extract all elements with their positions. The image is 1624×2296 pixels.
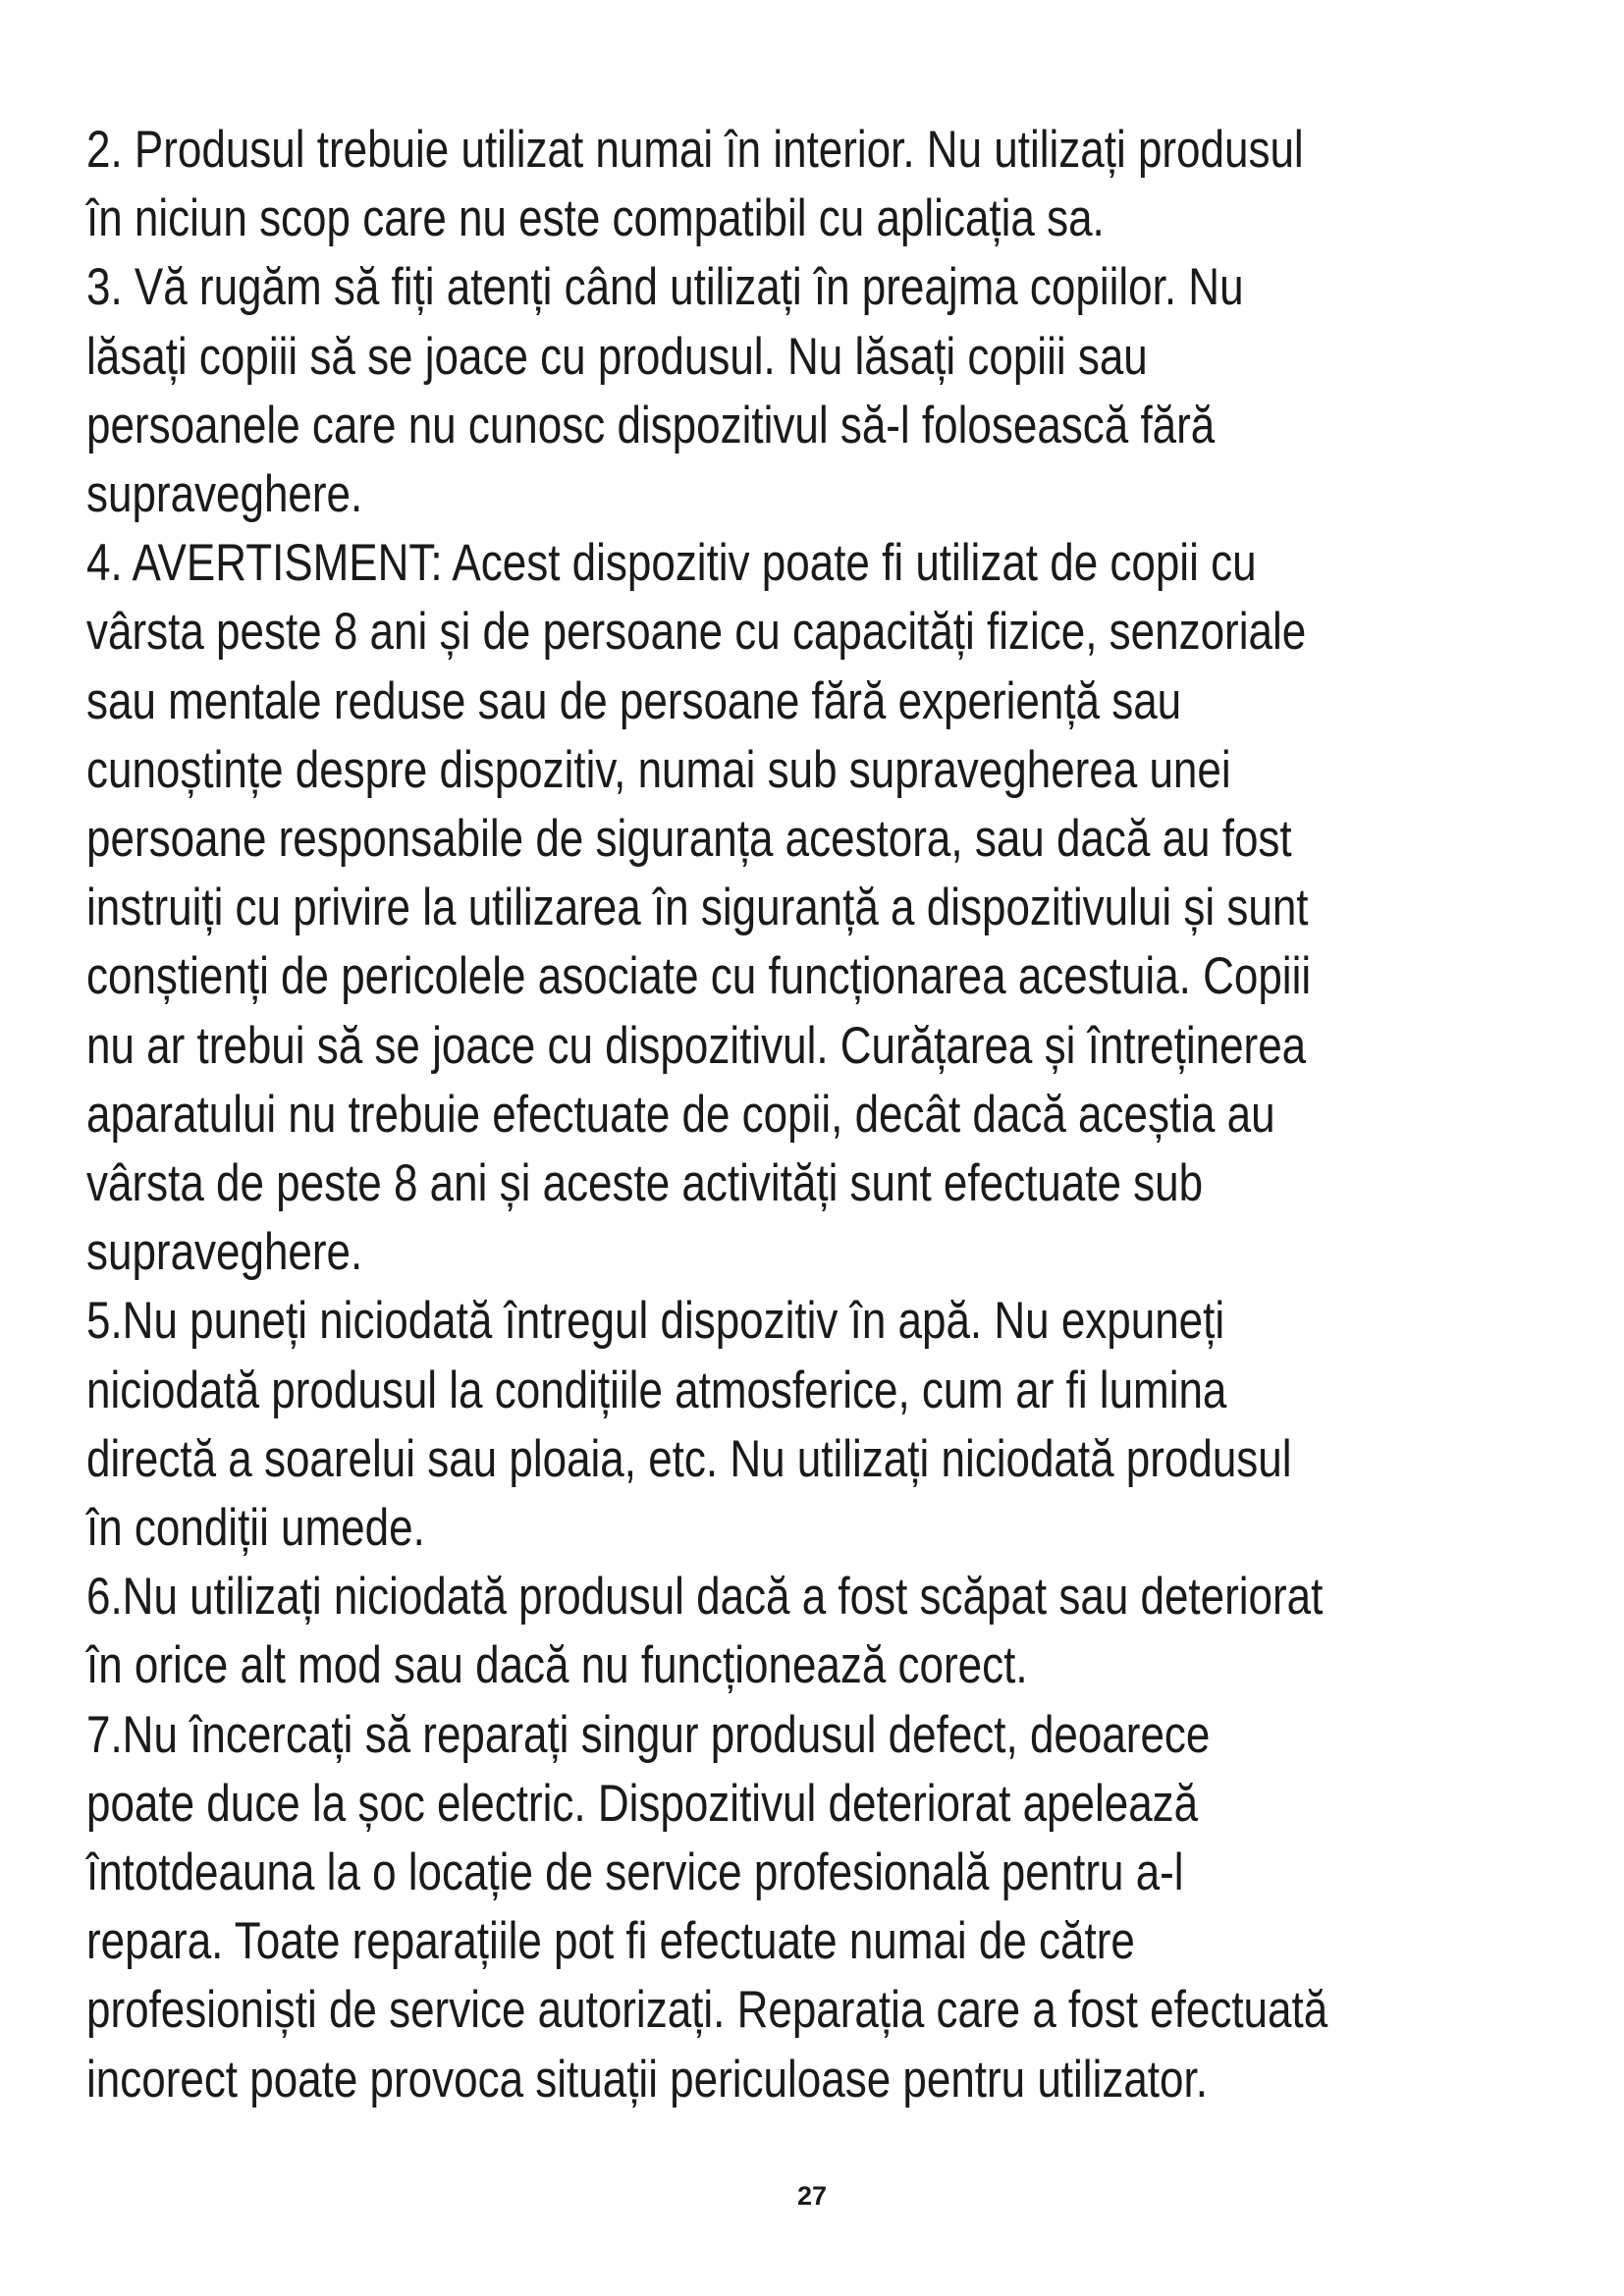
- text-line: supraveghere.: [86, 465, 363, 524]
- text-line: 6.Nu utilizați niciodată produsul dacă a fost scăpat sau deteriorat: [86, 1568, 1324, 1627]
- text-line: în orice alt mod sau dacă nu funcționează corect.: [86, 1636, 1028, 1695]
- text-line: vârsta peste 8 ani și de persoane cu capacități fizice, senzoriale: [86, 603, 1307, 662]
- text-line: repara. Toate reparațiile pot fi efectuate numai de către: [86, 1912, 1135, 1971]
- page-number: 27: [796, 2181, 828, 2211]
- text-line: persoane responsabile de siguranța acestora, sau dacă au fost: [86, 810, 1292, 869]
- instructions-text: [86, 116, 1559, 2114]
- text-line: 5.Nu puneți niciodată întregul dispozitiv în apă. Nu expuneți: [86, 1292, 1225, 1351]
- text-line: 4. AVERTISMENT: Acest dispozitiv poate fi utilizat de copii cu: [86, 534, 1257, 593]
- text-line: 3. Vă rugăm să fiți atenți când utilizați în preajma copiilor. Nu: [86, 258, 1244, 317]
- text-line: poate duce la șoc electric. Dispozitivul deteriorat apelează: [86, 1774, 1199, 1833]
- text-line: în condiții umede.: [86, 1499, 425, 1558]
- text-line: aparatului nu trebuie efectuate de copii, decât dacă aceștia au: [86, 1085, 1275, 1144]
- text-line: în niciun scop care nu este compatibil cu aplicația sa.: [86, 189, 1105, 248]
- text-line: conștienți de pericolele asociate cu funcționarea acestuia. Copiii: [86, 947, 1312, 1006]
- text-line: niciodată produsul la condițiile atmosferice, cum ar fi lumina: [86, 1361, 1227, 1419]
- text-line: nu ar trebui să se joace cu dispozitivul. Curățarea și întreținerea: [86, 1016, 1307, 1075]
- document-page: [86, 116, 1559, 2114]
- text-line: vârsta de peste 8 ani și aceste activități sunt efectuate sub: [86, 1154, 1204, 1213]
- text-line: profesioniști de service autorizați. Reparația care a fost efectuată: [86, 1981, 1328, 2040]
- text-line: lăsați copiii să se joace cu produsul. Nu lăsați copiii sau: [86, 327, 1148, 386]
- text-line: directă a soarelui sau ploaia, etc. Nu utilizați niciodată produsul: [86, 1429, 1292, 1488]
- text-line: sau mentale reduse sau de persoane fără experiență sau: [86, 671, 1182, 730]
- text-line: instruiți cu privire la utilizarea în siguranță a dispozitivului și sunt: [86, 879, 1309, 937]
- text-line: 7.Nu încercați să reparați singur produsul defect, deoarece: [86, 1705, 1211, 1764]
- text-line: incorect poate provoca situații periculoase pentru utilizator.: [86, 2050, 1208, 2109]
- text-line: persoanele care nu cunosc dispozitivul să-l folosească fără: [86, 396, 1216, 454]
- text-line: cunoștințe despre dispozitiv, numai sub supravegherea unei: [86, 740, 1231, 799]
- text-line: supraveghere.: [86, 1223, 363, 1282]
- text-line: întotdeauna la o locație de service profesională pentru a-l: [86, 1843, 1184, 1902]
- text-line: 2. Produsul trebuie utilizat numai în interior. Nu utilizați produsul: [86, 121, 1304, 179]
